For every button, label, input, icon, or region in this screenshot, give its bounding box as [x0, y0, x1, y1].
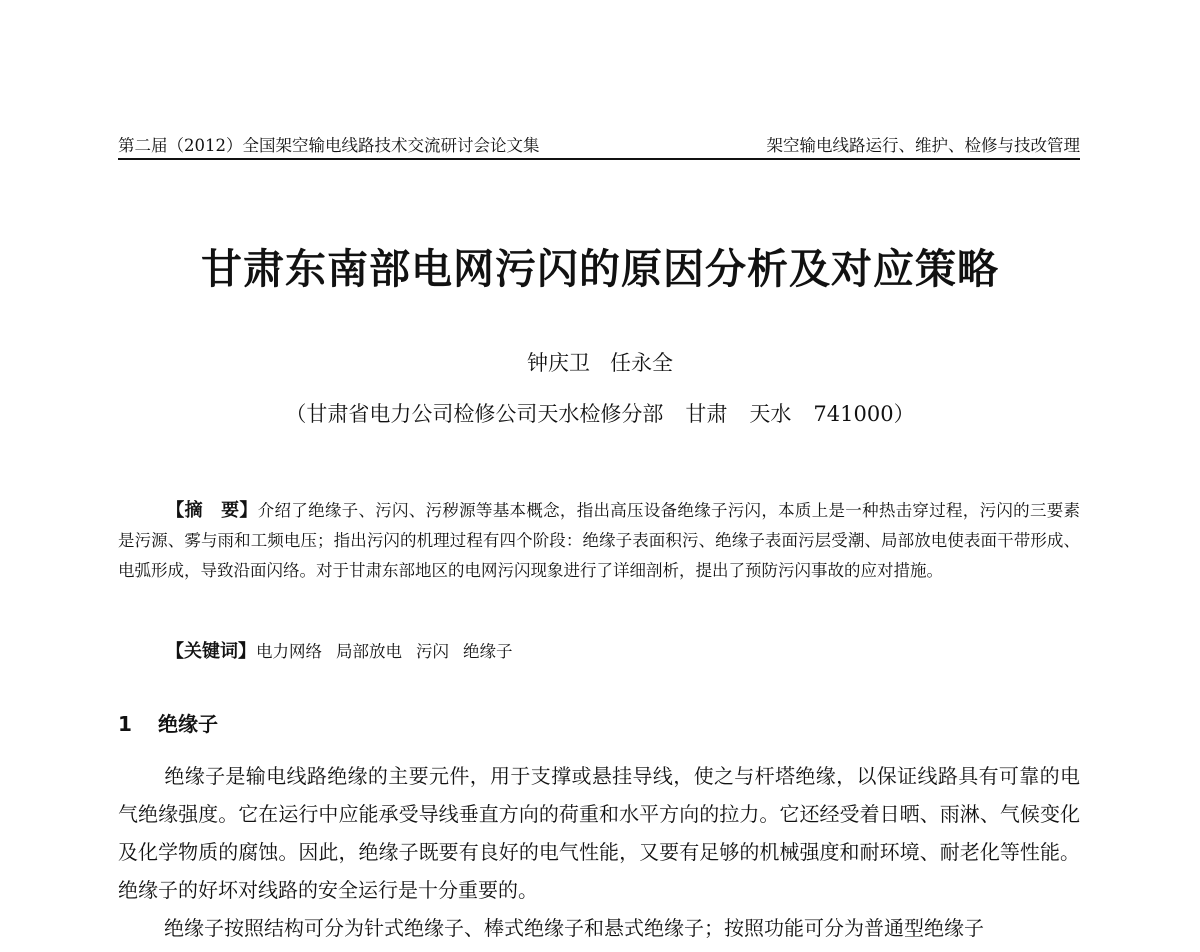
- author-name: 钟庆卫: [527, 351, 590, 375]
- keywords: [166, 637, 527, 663]
- body-paragraph: [118, 909, 1080, 947]
- section-number: 1: [118, 712, 132, 736]
- paragraph-text: 绝缘子按照结构可分为针式绝缘子、棒式绝缘子和悬式绝缘子；按照功能可分为普通型绝缘子: [164, 916, 984, 940]
- affiliation-organization: 甘肃省电力公司检修公司天水检修分部: [306, 402, 664, 426]
- affiliation-open-paren: （: [285, 402, 307, 426]
- running-header: [118, 128, 1080, 160]
- affiliation-postcode: 741000: [813, 402, 894, 426]
- author-name: 任永全: [610, 351, 673, 375]
- affiliation-city: 天水: [749, 402, 792, 426]
- author-affiliation: [0, 398, 1200, 428]
- keyword-item: 绝缘子: [463, 642, 513, 661]
- keywords-label: 【关键词】: [166, 641, 256, 662]
- keyword-item: 污闪: [416, 642, 449, 661]
- header-section-title: 架空输电线路运行、维护、检修与技改管理: [766, 136, 1080, 155]
- header-proceedings-title: 第二届（2012）全国架空输电线路技术交流研讨会论文集: [118, 136, 540, 155]
- body-paragraph: [118, 757, 1080, 909]
- keyword-item: 电力网络: [256, 642, 322, 661]
- affiliation-close-paren: ）: [893, 402, 915, 426]
- abstract-text: 介绍了绝缘子、污闪、污秽源等基本概念，指出高压设备绝缘子污闪，本质上是一种热击穿过程，污闪的三要素是污源、雾与雨和工频电压；指出污闪的机理过程有四个阶段：绝缘子表面积污、绝缘子表面污层受潮、局部放电使表面干带形成、电弧形成，导致沿面闪络。对于甘肃东部地区的电网污闪现象进行了详细剖析，提出了预防污闪事故的应对措施。: [118, 501, 1081, 580]
- section-heading: [118, 708, 218, 737]
- paragraph-text: 绝缘子是输电线路绝缘的主要元件，用于支撑或悬挂导线，使之与杆塔绝缘，以保证线路具有可靠的电气绝缘强度。它在运行中应能承受导线垂直方向的荷重和水平方向的拉力。它还经受着日晒、雨淋、气候变化及化学物质的腐蚀。因此，绝缘子既要有良好的电气性能，又要有足够的机械强度和耐环境、耐老化等性能。绝缘子的好坏对线路的安全运行是十分重要的。: [118, 764, 1080, 902]
- section-title: 绝缘子: [158, 712, 218, 736]
- author-list: [0, 347, 1200, 377]
- keyword-item: 局部放电: [336, 642, 402, 661]
- abstract: [118, 496, 1080, 586]
- abstract-label: 【摘 要】: [166, 500, 258, 521]
- affiliation-province: 甘肃: [685, 402, 728, 426]
- paper-title: 甘肃东南部电网污闪的原因分析及对应策略: [201, 245, 999, 293]
